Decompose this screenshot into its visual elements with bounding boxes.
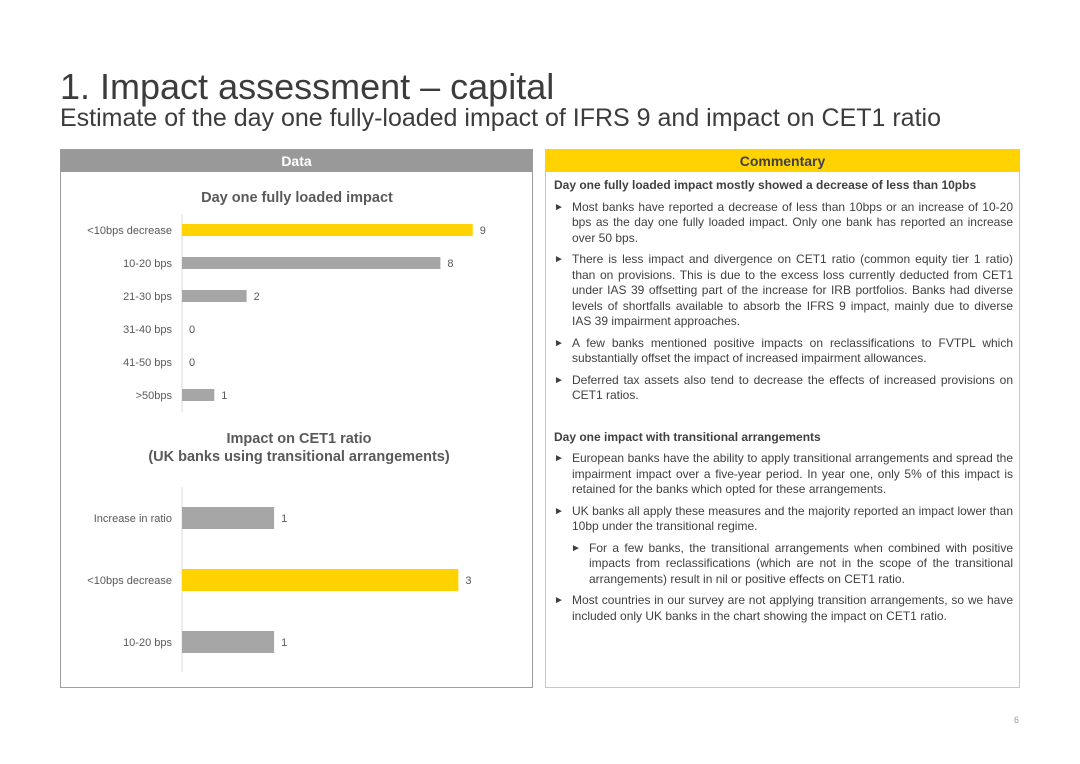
category-label: <10bps decrease [87,575,172,587]
category-label: 31-40 bps [123,324,172,336]
data-panel-header: Data [61,150,532,172]
data-label: 1 [281,513,288,525]
commentary-bullet: ► Most banks have reported a decrease of less than 10bps or an increase of 10-20 bps as the day one fully loaded impact. Only one bank has reported an increase over 50 bps. [554,200,1013,247]
bar [182,290,247,302]
chart1-bars [87,224,486,402]
commentary-panel [545,149,1020,688]
commentary-body [554,178,1013,630]
page-subtitle: Estimate of the day one fully-loaded impact of IFRS 9 and impact on CET1 ratio [60,104,941,132]
bar [182,257,440,269]
commentary-bullet: ► Most countries in our survey are not applying transition arrangements, so we have included only UK banks in the chart showing the impact on CET1 ratio. [554,593,1013,624]
commentary-bullet: ► A few banks mentioned positive impacts on reclassifications to FVTPL which substantially offset the impact of increased impairment allowances. [554,336,1013,367]
category-label: 21-30 bps [123,291,172,303]
category-label: 41-50 bps [123,357,172,369]
bar [182,631,274,653]
chart2-bars [87,507,471,653]
charts-svg [61,172,532,687]
commentary-bullet: ► European banks have the ability to apply transitional arrangements and spread the impairment impact over a five-year period. In year one, only 5% of this impact is retained for the banks which opted for these arrangements. [554,451,1013,498]
commentary-section2-title: Day one impact with transitional arrangements [554,429,821,444]
commentary-panel-header: Commentary [546,150,1019,172]
data-label: 0 [189,324,196,336]
commentary-bullet: ► UK banks all apply these measures and the majority reported an impact lower than 10bp under the transitional regime. [554,504,1013,535]
category-label: 10-20 bps [123,258,172,270]
data-label: 8 [447,258,454,270]
data-panel [60,149,533,688]
commentary-section1-title: Day one fully loaded impact mostly showed a decrease of less than 10pbs [554,178,977,192]
bar [182,224,473,236]
bar [182,507,274,529]
data-label: 3 [465,575,472,587]
commentary-bullet: ► Deferred tax assets also tend to decrease the effects of increased provisions on CET1 ratios. [554,373,1013,404]
page-title: 1. Impact assessment – capital [60,66,555,107]
bar [182,569,458,591]
category-label: <10bps decrease [87,225,172,237]
data-label: 2 [253,291,260,303]
category-label: Increase in ratio [93,513,172,525]
data-label: 1 [281,637,288,649]
bar [182,389,214,401]
data-label: 9 [479,225,486,237]
chart2-title-line2: (UK banks using transitional arrangements) [148,449,450,465]
chart1-title: Day one fully loaded impact [201,190,393,206]
page-number: 6 [1014,715,1020,725]
chart2-title-line1: Impact on CET1 ratio [226,431,372,447]
category-label: 10-20 bps [123,637,172,649]
category-label: >50bps [135,390,172,402]
data-label: 0 [189,357,196,369]
data-label: 1 [221,390,228,402]
commentary-subbullet: ► For a few banks, the transitional arrangements when combined with positive impacts from reclassifications (which are not in the scope of the transitional arrangements) result in nil or positive effects on CET1 ratio. [571,541,1013,588]
commentary-bullet: ► There is less impact and divergence on CET1 ratio (common equity tier 1 ratio) than on provisions. This is due to the excess loss currently deducted from CET1 under IAS 39 offsetting part of the increase for IRB portfolios. Banks had diverse levels of shortfalls available to absorb the IFRS 9 impact, mainly due to diverse IAS 39 impairment approaches. [554,252,1013,330]
